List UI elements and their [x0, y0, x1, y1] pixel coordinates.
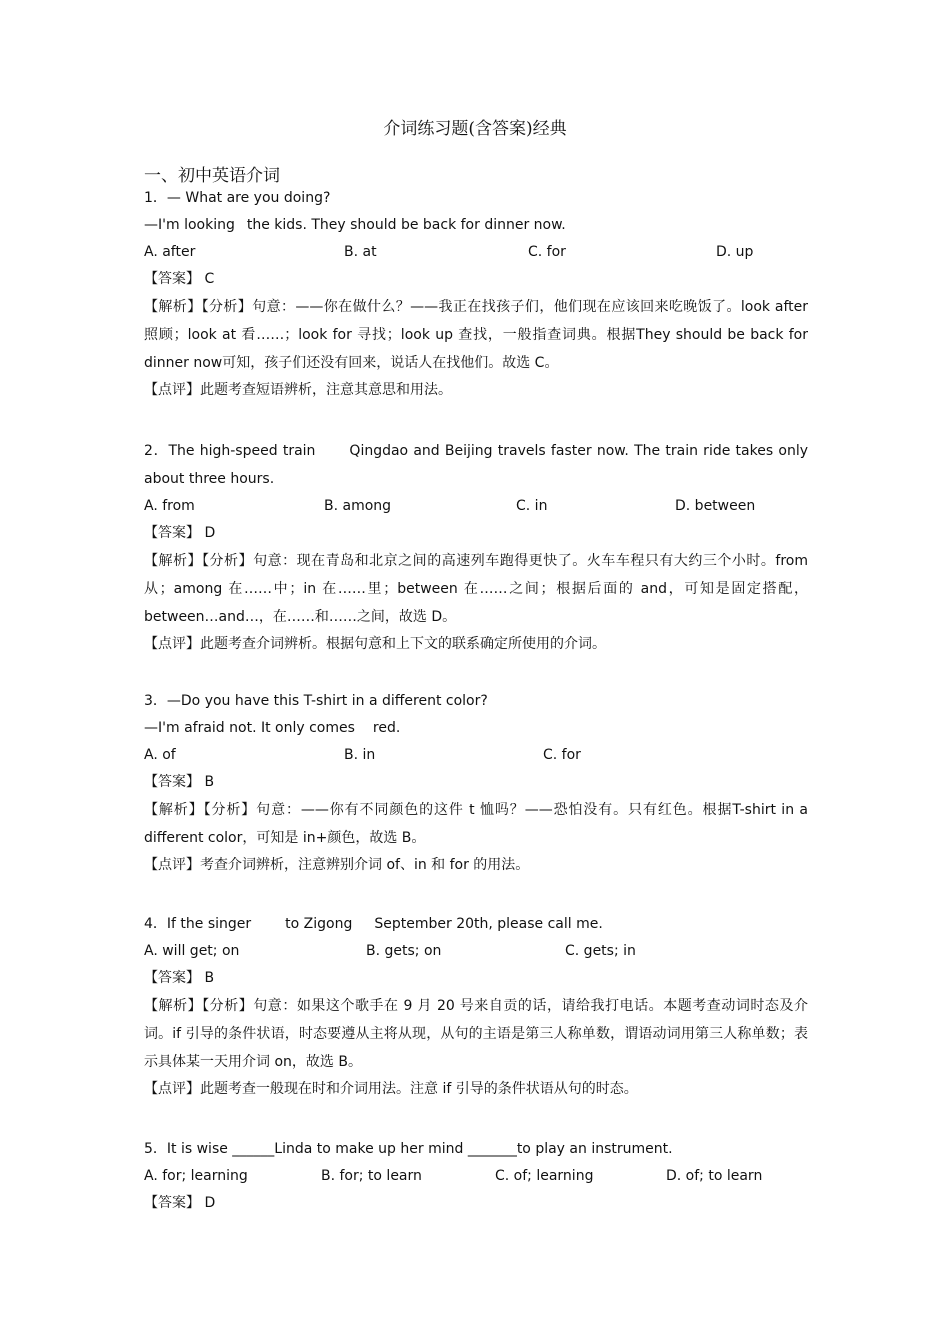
question-5 — [144, 1136, 808, 1217]
q5-option-b: B. for; to learn — [321, 1168, 422, 1184]
question-2 — [144, 437, 808, 658]
q1-comment: 【点评】此题考查短语辨析，注意其意思和用法。 — [144, 382, 452, 398]
q1-option-c: C. for — [528, 244, 566, 260]
q3-option-c: C. for — [543, 747, 581, 763]
q2-option-b: B. among — [324, 498, 392, 514]
q2-answer: 【答案】 D — [144, 525, 216, 541]
q2-option-a: A. from — [144, 498, 195, 514]
q3-line-1: 3．—Do you have this T-shirt in a different color? — [144, 693, 488, 709]
q3-text-b: red. — [372, 720, 401, 736]
q1-line-2 — [144, 212, 808, 239]
question-3 — [144, 688, 808, 879]
q1-answer: 【答案】 C — [144, 271, 215, 287]
q5-options — [144, 1163, 808, 1190]
q2-comment: 【点评】此题考查介词辨析。根据句意和上下文的联系确定所使用的介词。 — [144, 636, 606, 652]
q3-option-a: A. of — [144, 747, 176, 763]
q1-analysis: 【解析】【分析】句意：——你在做什么？——我正在找孩子们，他们现在应该回来吃晚饭了。look after 照顾；look at 看……；look for 寻找；look up 查找，一般指查词典。根据They should be back for dinner now可知，孩子们还没有回来，说话人在找他们。故选 C。 — [144, 299, 808, 371]
q2-option-c: C. in — [516, 498, 548, 514]
q5-option-d: D. of; to learn — [666, 1168, 763, 1184]
q2-analysis: 【解析】【分析】句意：现在青岛和北京之间的高速列车跑得更快了。火车车程只有大约三个小时。from 从；among 在……中；in 在……里；between 在……之间；根据后面的 and，可知是固定搭配，between…and…，在……和……之间，故选 D。 — [144, 553, 808, 625]
q4-options — [144, 938, 808, 965]
q5-option-a: A. for; learning — [144, 1168, 248, 1184]
q3-option-b: B. in — [344, 747, 376, 763]
q3-options — [144, 742, 808, 769]
q4-analysis: 【解析】【分析】句意：如果这个歌手在 9 月 20 号来自贡的话，请给我打电话。本题考查动词时态及介词。if 引导的条件状语，时态要遵从主将从现，从句的主语是第三人称单数，谓语动词用第三人称单数；表示具体某一天用介词 on，故选 B。 — [144, 998, 808, 1070]
q3-line-2 — [144, 715, 808, 742]
q4-option-b: B. gets; on — [366, 943, 442, 959]
q4-option-a: A. will get; on — [144, 943, 240, 959]
q5-answer: 【答案】 D — [144, 1195, 216, 1211]
q1-text-b: the kids. They should be back for dinner now. — [246, 217, 566, 233]
q1-options — [144, 239, 808, 266]
page-title: 介词练习题(含答案)经典 — [383, 119, 567, 139]
question-4 — [144, 911, 808, 1103]
q3-text-a: —I'm afraid not. It only comes — [144, 720, 355, 736]
question-1 — [144, 185, 808, 404]
q1-text-a: —I'm looking — [144, 217, 235, 233]
q2-text-b: Qingdao and Beijing travels faster now. The train ride takes only about three hours. — [144, 443, 808, 487]
q2-options — [144, 493, 808, 520]
q3-answer: 【答案】 B — [144, 774, 215, 790]
q4-text-b: to Zigong — [285, 916, 353, 932]
q2-stem — [144, 437, 808, 493]
q2-option-d: D. between — [675, 498, 756, 514]
q4-line-1 — [144, 911, 808, 938]
q1-option-b: B. at — [344, 244, 377, 260]
q1-option-d: D. up — [716, 244, 754, 260]
section-heading: 一、初中英语介词 — [144, 166, 280, 186]
q2-text-a: 2．The high-speed train — [144, 443, 316, 459]
q4-option-c: C. gets; in — [565, 943, 636, 959]
q4-text-a: 4．If the singer — [144, 916, 252, 932]
q4-comment: 【点评】此题考查一般现在时和介词用法。注意 if 引导的条件状语从句的时态。 — [144, 1081, 638, 1097]
q3-comment: 【点评】考查介词辨析，注意辨别介词 of、in 和 for 的用法。 — [144, 857, 530, 873]
q5-line-1: 5．It is wise ______Linda to make up her mind _______to play an instrument. — [144, 1141, 673, 1157]
q4-text-c: September 20th, please call me. — [374, 916, 603, 932]
q1-line-1: 1．— What are you doing? — [144, 190, 331, 206]
q3-analysis: 【解析】【分析】句意：——你有不同颜色的这件 t 恤吗？——恐怕没有。只有红色。根据T-shirt in a different color，可知是 in+颜色，故选 B。 — [144, 802, 808, 846]
q5-option-c: C. of; learning — [495, 1168, 594, 1184]
q1-option-a: A. after — [144, 244, 196, 260]
q4-answer: 【答案】 B — [144, 970, 215, 986]
